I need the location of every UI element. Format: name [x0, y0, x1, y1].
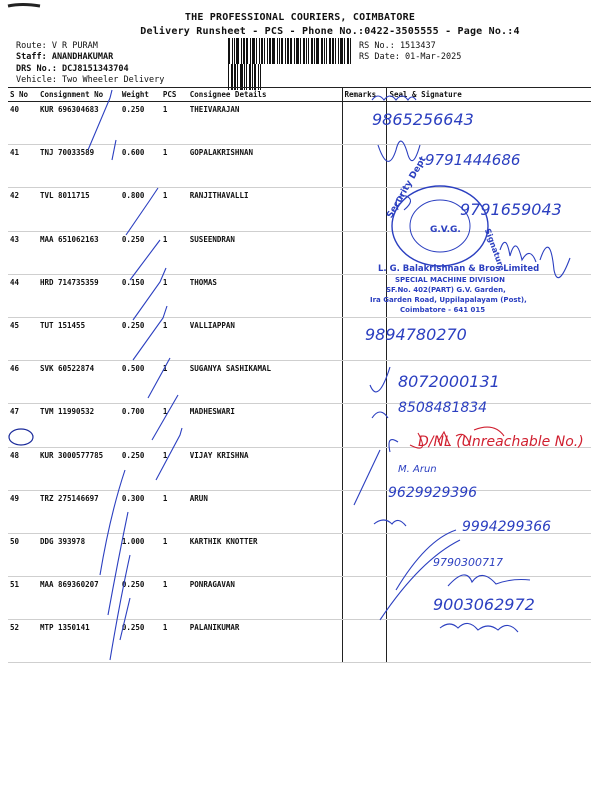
barcode-bar — [350, 38, 351, 64]
cell-seal — [387, 404, 591, 447]
hw-phone-47: 8508481834 — [398, 400, 488, 416]
hw-phone-42: 9791659043 — [460, 200, 562, 219]
company-address-2: Ira Garden Road, Uppilapalayam (Post), — [370, 296, 527, 304]
barcode-bar — [326, 38, 327, 64]
route-label: Route: V R PURAM — [16, 41, 98, 51]
cell-seal — [387, 577, 591, 620]
cell-consignee: PALANIKUMAR — [188, 620, 342, 663]
cell-consignee: THOMAS — [188, 274, 342, 317]
cell-consignee: GOPALAKRISHNAN — [188, 145, 342, 188]
cell-weight: 0.500 — [120, 361, 161, 404]
barcode-bar — [256, 38, 257, 64]
company-address-1: SF.No. 402(PART) G.V. Garden, — [386, 286, 506, 294]
cell-consignee: MADHESWARI — [188, 404, 342, 447]
table-row — [8, 533, 591, 576]
rs-date: RS Date: 01-Mar-2025 — [359, 52, 462, 62]
stamp-center-text: G.V.G. — [430, 225, 461, 235]
barcode-bar — [285, 38, 286, 64]
cell-consignee: VALLIAPPAN — [188, 317, 342, 360]
barcode-bar — [300, 38, 301, 64]
hw-phone-49: 9629929396 — [388, 485, 478, 501]
rs-number: RS No.: 1513437 — [359, 41, 436, 51]
stamp-signature-text: Signature — [482, 227, 507, 272]
col-header-consignee: Consignee Details — [188, 88, 342, 102]
scan-mark — [8, 5, 40, 7]
cell-consignment: TRZ 275146697 — [38, 490, 120, 533]
cell-weight: 0.300 — [120, 490, 161, 533]
cell-sno: 44 — [8, 274, 38, 317]
cell-weight: 0.250 — [120, 577, 161, 620]
cell-seal — [387, 274, 591, 317]
hw-phone-45: 9894780270 — [365, 325, 467, 344]
cell-consignment: SVK 60522874 — [38, 361, 120, 404]
col-header-weight: Weight — [120, 88, 161, 102]
cell-consignment: KUR 3000577785 — [38, 447, 120, 490]
company-name: L. G. Balakrishnan & Bros Limited — [378, 264, 540, 274]
cell-sno: 48 — [8, 447, 38, 490]
cell-pcs: 1 — [161, 317, 188, 360]
barcode-bar — [252, 38, 255, 64]
cell-sno: 43 — [8, 231, 38, 274]
cell-consignment: MTP 1350141 — [38, 620, 120, 663]
hw-phone-52: 9003062972 — [433, 595, 535, 614]
cell-seal — [387, 490, 591, 533]
cell-pcs: 1 — [161, 490, 188, 533]
cell-consignment: TVL 8011715 — [38, 188, 120, 231]
barcode-bar — [281, 38, 283, 64]
cell-consignment: HRD 714735359 — [38, 274, 120, 317]
barcode-bar — [272, 38, 275, 64]
table-row — [8, 145, 591, 188]
table-row — [8, 404, 591, 447]
cell-consignment: KUR 696304683 — [38, 102, 120, 145]
hw-status-48: D/NL (Unreachable No.) — [418, 434, 584, 450]
cell-consignee: THEIVARAJAN — [188, 102, 342, 145]
table-header-row — [8, 88, 591, 102]
barcode-bar — [316, 38, 319, 64]
table-row — [8, 317, 591, 360]
cell-weight: 0.250 — [120, 102, 161, 145]
drs-label: DRS No.: DCJ8151343704 — [16, 64, 129, 74]
cell-weight: 0.150 — [120, 274, 161, 317]
cell-remarks — [342, 231, 387, 274]
cell-weight: 1.000 — [120, 533, 161, 576]
cell-sno: 40 — [8, 102, 38, 145]
cell-remarks — [342, 317, 387, 360]
col-header-sno: S No — [8, 88, 38, 102]
barcode-bar — [236, 38, 239, 64]
barcode-bar — [294, 38, 295, 64]
cell-consignee: SUGANYA SASHIKAMAL — [188, 361, 342, 404]
cell-remarks — [342, 620, 387, 663]
company-address-3: Coimbatore - 641 015 — [400, 306, 486, 314]
cell-weight: 0.700 — [120, 404, 161, 447]
barcode-bar — [303, 38, 305, 64]
cell-remarks — [342, 145, 387, 188]
cell-seal — [387, 317, 591, 360]
cell-weight: 0.800 — [120, 188, 161, 231]
cell-sno: 46 — [8, 361, 38, 404]
cell-consignment: DDG 393978 — [38, 533, 120, 576]
table-row — [8, 361, 591, 404]
barcode-bar — [296, 38, 299, 64]
cell-pcs: 1 — [161, 102, 188, 145]
barcode-bar — [243, 38, 245, 64]
table-row — [8, 447, 591, 490]
cell-consignment: MAA 869360207 — [38, 577, 120, 620]
barcode-bar — [232, 38, 233, 64]
cell-consignment: TVM 11990532 — [38, 404, 120, 447]
cell-consignment: MAA 651062163 — [38, 231, 120, 274]
vehicle-label: Vehicle: Two Wheeler Delivery — [16, 75, 165, 85]
cell-seal — [387, 447, 591, 490]
cell-pcs: 1 — [161, 447, 188, 490]
barcode-bar — [261, 38, 263, 64]
barcode-bar — [290, 38, 292, 64]
cell-pcs: 1 — [161, 533, 188, 576]
barcode-bar — [308, 38, 309, 64]
barcode-bar — [321, 38, 323, 64]
cell-sno: 47 — [8, 404, 38, 447]
barcode-bar — [250, 38, 251, 64]
stamp-security-text: Security Dept — [385, 154, 429, 221]
cell-seal — [387, 102, 591, 145]
table-row — [8, 490, 591, 533]
cell-pcs: 1 — [161, 188, 188, 231]
cell-consignee: RANJITHAVALLI — [188, 188, 342, 231]
cell-consignment: TNJ 70033589 — [38, 145, 120, 188]
company-division: SPECIAL MACHINE DIVISION — [395, 276, 505, 284]
barcode-bar — [332, 38, 334, 64]
cell-consignee: VIJAY KRISHNA — [188, 447, 342, 490]
table-row — [8, 188, 591, 231]
cell-remarks — [342, 404, 387, 447]
cell-consignee: SUSEENDRAN — [188, 231, 342, 274]
cell-remarks — [342, 361, 387, 404]
barcode-bar — [344, 38, 345, 64]
barcode-bar — [314, 38, 315, 64]
barcode-bar — [338, 38, 339, 64]
cell-consignment: TUT 151455 — [38, 317, 120, 360]
barcode-bar — [306, 38, 307, 64]
hw-phone-46: 8072000131 — [398, 372, 500, 391]
cell-remarks — [342, 490, 387, 533]
cell-sno: 49 — [8, 490, 38, 533]
barcode-bar — [264, 38, 265, 64]
table-row — [8, 231, 591, 274]
barcode-bar — [324, 38, 325, 64]
document-title: THE PROFESSIONAL COURIERS, COIMBATORE — [184, 12, 416, 23]
cell-sno: 50 — [8, 533, 38, 576]
barcode-bar — [246, 38, 248, 64]
cell-seal — [387, 231, 591, 274]
col-header-remarks: Remarks — [342, 88, 387, 102]
cell-weight: 0.600 — [120, 145, 161, 188]
cell-remarks — [342, 188, 387, 231]
document-subtitle: Delivery Runsheet - PCS - Phone No.:0422-3505555 - Page No.:4 — [140, 26, 520, 37]
cell-seal — [387, 361, 591, 404]
barcode-bar — [234, 38, 235, 64]
cell-seal — [387, 145, 591, 188]
cell-sno: 52 — [8, 620, 38, 663]
cell-pcs: 1 — [161, 404, 188, 447]
cell-seal — [387, 188, 591, 231]
cell-remarks — [342, 533, 387, 576]
cell-consignee: ARUN — [188, 490, 342, 533]
table-row — [8, 577, 591, 620]
barcode-bar — [267, 38, 268, 64]
cell-pcs: 1 — [161, 274, 188, 317]
barcode-bar — [241, 38, 242, 64]
barcode-bar — [259, 38, 260, 64]
cell-pcs: 1 — [161, 577, 188, 620]
cell-pcs: 1 — [161, 145, 188, 188]
hw-phone-51: 9790300717 — [433, 556, 503, 569]
barcode — [228, 38, 352, 64]
barcode-bar — [311, 38, 313, 64]
table-row — [8, 620, 591, 663]
cell-seal — [387, 620, 591, 663]
cell-sno: 51 — [8, 577, 38, 620]
table-row — [8, 274, 591, 317]
cell-consignee: PONRAGAVAN — [188, 577, 342, 620]
cell-pcs: 1 — [161, 361, 188, 404]
cell-seal — [387, 533, 591, 576]
col-header-seal: Seal & Signature — [387, 88, 591, 102]
cell-sno: 42 — [8, 188, 38, 231]
cell-sno: 41 — [8, 145, 38, 188]
cell-weight: 0.250 — [120, 620, 161, 663]
barcode-bar — [279, 38, 280, 64]
hw-name-49: M. Arun — [398, 464, 437, 475]
hw-phone-41: 9791444686 — [425, 151, 521, 169]
barcode-bar — [340, 38, 343, 64]
barcode-bar — [347, 38, 349, 64]
hw-phone-50: 9994299366 — [462, 519, 552, 535]
barcode-bar — [329, 38, 331, 64]
barcode-bar — [277, 38, 278, 64]
cell-consignee: KARTHIK KNOTTER — [188, 533, 342, 576]
barcode-bar — [228, 38, 230, 64]
hw-phone-40: 9865256643 — [372, 110, 474, 129]
cell-sno: 45 — [8, 317, 38, 360]
cell-weight: 0.250 — [120, 447, 161, 490]
staff-label: Staff: ANANDHAKUMAR — [16, 52, 114, 62]
barcode-bar — [287, 38, 289, 64]
cell-remarks — [342, 577, 387, 620]
col-header-pcs: PCS — [161, 88, 188, 102]
col-header-consignment: Consignment No — [38, 88, 120, 102]
barcode-bar — [269, 38, 271, 64]
cell-remarks — [342, 447, 387, 490]
cell-weight: 0.250 — [120, 317, 161, 360]
table-row — [8, 102, 591, 145]
cell-remarks — [342, 274, 387, 317]
cell-pcs: 1 — [161, 231, 188, 274]
runsheet-table — [8, 87, 591, 663]
cell-remarks — [342, 102, 387, 145]
cell-pcs: 1 — [161, 620, 188, 663]
cell-weight: 0.250 — [120, 231, 161, 274]
barcode-bar — [335, 38, 336, 64]
